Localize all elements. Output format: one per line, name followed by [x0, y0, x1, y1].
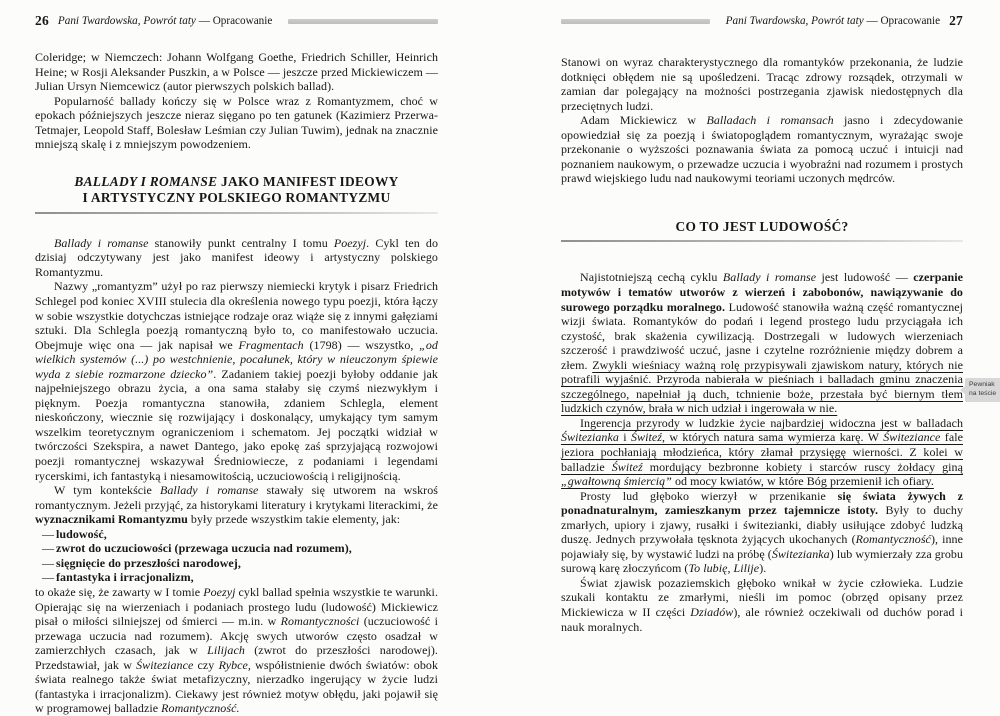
text-run: jasno i zdecydowanie opowiedział się za poezją i światopoglądem romantycznym, wyrażając swoje przekonanie o wyższości poznawania świata za pomocą uczuć i intuicji nad poznaniem naukowym, o przewadze uczucia i wyobraźni nad rozumem i prostych prawd wiejskiego ludu nad naukowymi teoriami uczonych mędrców. — [561, 113, 963, 186]
dash-marker: — — [42, 570, 55, 585]
list-item — [35, 527, 438, 542]
text-run: Świteź — [630, 430, 662, 445]
text-run: Coleridge; w Niemczech: Johann Wolfgang Goethe, Friedrich Schiller, Heinrich Heine; w Rosji Aleksander Puszkin, a w Polsce — jeszcze przed Mickiewiczem — Julian Ursyn Niemcewicz (autor pierwszych polskich ballad). — [35, 50, 438, 94]
dash-marker: — — [42, 541, 55, 556]
text-run: Świteziance — [883, 430, 941, 445]
text-run: „gwałtowną śmiercią” — [561, 474, 672, 489]
paragraph — [35, 483, 438, 527]
paragraph — [35, 94, 438, 152]
text-run: Świtezianka — [771, 546, 830, 561]
text-run: Ballady i romanse — [54, 235, 149, 250]
text-run: stanowiły punkt centralny I tomu — [148, 235, 334, 250]
text-run: były przede wszystkim takie elementy, jak: — [187, 512, 401, 527]
text-run: ). — [759, 561, 767, 576]
text-run: Ballady i romanse — [722, 270, 817, 285]
running-title-suffix: — Opracowanie — [195, 15, 273, 27]
running-title-italic: Pani Twardowska, Powrót taty — [725, 15, 864, 27]
text-run: Fragmentach — [238, 337, 304, 352]
text-run: ) lub wymierzały zza grobu surową karę złoczyńcom ( — [561, 546, 963, 576]
text-run: Świtezianka — [561, 430, 619, 445]
text-run: Ingerencja przyrody w ludzkie życie najbardziej widoczna jest w balladach — [580, 415, 963, 430]
text-run: sięgnięcie do przeszłości narodowej, — [56, 555, 241, 570]
paragraph — [561, 489, 963, 576]
heading-line — [35, 190, 438, 207]
list-item — [35, 541, 438, 556]
heading-line — [561, 219, 963, 236]
text-run: jest ludowość — — [816, 270, 914, 285]
text-run: CO TO JEST LUDOWOŚĆ? — [675, 218, 849, 234]
text-run: od mocy kwiatów, w które Bóg przemienił ich ofiary. — [671, 474, 934, 489]
text-run: „od wielkich systemów (...) po westchnienie, pocałunek, który w nieuczonym śpiewie wyda z siebie rozmarzone dziecko” — [35, 337, 438, 381]
text-run: mordujący bezbronne kobiety i starców ruscy żołdacy giną — [642, 459, 963, 474]
heading-rule — [561, 240, 963, 242]
text-run: Romantyczność. — [161, 701, 240, 716]
page-header-left — [35, 14, 438, 28]
text-run: Ludowość stanowiła ważną część romantycznej wizji świata. Romantyków do podań i legend prostego ludu przyciągała ich czystość, brak skażenia cywilizacją. Dostrzegali w ludowych wierzeniach szczerość i prawdziwość uczuć, jasne i czytelne rozróżnienie między dobrem a złem. — [561, 299, 963, 372]
text-run: Popularność ballady kończy się w Polsce wraz z Romantyzmem, choć w epokach późniejszych jeszcze nieraz sięgano po ten gatunek (Kazimierz Przerwa-Tetmajer, Leopold Staff, Bolesław Leśmian czy Julian Tuwim), jednak na znacznie mniejszą skalę i z mniejszym powodzeniem. — [35, 93, 438, 152]
text-run: fantastyka i irracjonalizm, — [56, 570, 194, 585]
margin-tag-line: Pewniak — [969, 381, 995, 388]
text-run: fale jeziora pochłaniają młodzieńca, który złamał przysięgę wierności. Z kolei w balladzie — [561, 430, 963, 474]
text-run: Zwykli wieśniacy ważną rolę przypisywali zjawiskom natury, których nie potrafili wyjaśnić. Przyroda nabierała w pieśniach i balladach gminu znaczenia szczególnego, napełniał ją duch, tchnienie boże, przestała być biernym tłem ludzkich czynów, brała w nich udział i ingerowała w nie. — [561, 357, 963, 416]
section-heading — [561, 219, 963, 243]
text-run: Stanowi on wyraz charakterystycznego dla romantyków przekonania, że ludzie dotknięci obłędem nie są upośledzeni. Tracąc zdrowy rozsądek, otrzymali w zamian dar polegający na możności postrzegania zjawisk niedostępnych dla przeciętnych ludzi. — [561, 55, 963, 113]
margin-tag-line: na teście — [969, 389, 997, 397]
text-run: Romantyczności — [280, 614, 360, 629]
page-body-left — [35, 50, 438, 716]
running-title — [58, 15, 272, 27]
list-item — [35, 556, 438, 571]
page-body-right — [561, 55, 963, 634]
page-header-right — [561, 14, 963, 28]
paragraph — [561, 55, 963, 113]
text-run: ), ale również oczekiwali od duchów porad i nauk moralnych. — [561, 605, 963, 634]
text-run: JAKO MANIFEST IDEOWY — [217, 173, 399, 189]
paragraph — [35, 236, 438, 280]
running-title-italic: Pani Twardowska, Powrót taty — [57, 15, 196, 27]
text-run: Dziadów — [690, 605, 734, 619]
text-run: ), inne pojawiały się, by wystawić ludzi na próbę ( — [561, 532, 963, 561]
paragraph — [561, 576, 963, 634]
page-number: 26 — [35, 13, 49, 28]
text-run: cykl ballad spełnia wszystkie te warunki. Opierając się na wierzeniach i podaniach prostego ludu (ludowość) Mickiewicz pisał o miłości silniejszej od śmierci — m.in. w — [35, 584, 438, 629]
text-run: (uczuciowość i przewaga uczucia nad rozumem). Akcję swych utworów często osadzał w zamierzchłych czasach, jak w — [35, 614, 438, 658]
text-run: . Cykl ten do dzisiaj odczytywany jest jako manifest ideowy i artystyczny polskiego Romantyzmu. — [35, 235, 438, 279]
text-run: Ballady i romanse — [160, 483, 259, 498]
text-run: Romantyczność — [855, 532, 931, 547]
text-run: BALLADY I ROMANSE — [74, 173, 218, 189]
paragraph — [35, 585, 438, 716]
dash-marker: — — [42, 555, 55, 570]
dash-list — [35, 527, 438, 585]
heading-rule — [35, 212, 438, 214]
text-run: Świteź — [611, 459, 643, 474]
margin-tag-pewniak — [965, 378, 1000, 402]
heading-line — [35, 174, 438, 191]
list-item — [35, 570, 438, 585]
text-run: Najistotniejszą cechą cyklu — [580, 270, 723, 285]
text-run: To lubię, Lilije — [688, 561, 760, 576]
text-run: Poezyj — [333, 235, 367, 250]
paragraph — [35, 279, 438, 483]
text-run: Prosty lud głęboko wierzył w przenikanie — [580, 488, 838, 503]
text-run: Świat zjawisk pozaziemskich głęboko wnikał w życie człowieka. Ludzie szukali kontaktu ze zmarłymi, nieśli im pomoc (obrzęd opisany przez Mickiewicza w II części — [561, 575, 963, 619]
page-27 — [561, 0, 963, 634]
text-run: się świata żywych z ponadnaturalnym, zamieszkanym przez tajemnicze istoty. — [561, 488, 964, 518]
text-run: Poezyj — [203, 584, 236, 599]
running-title — [726, 15, 940, 27]
text-run: (1798) — wszystko, — [303, 337, 420, 352]
section-heading — [35, 174, 438, 214]
dash-marker: — — [42, 526, 55, 541]
text-run: . Zadaniem takiej poezji byłoby oddanie jak najpełniejszego obrazu życia, a ona sama stałaby się czymś niezwykłym i pięknym. Poezja romantyczna stanowiła, zdaniem Schlegla, element nieskończony, wiecznie się rozwijający i doskonalący, umykający tym samym wszelkim teoretycznym ograniczeniom i schematom. Jej początki widział w twórczości Szekspira, a nawet Dantego, jako epokę zaś sprzyjającą rozwojowi poezji romantycznej wskazywał Średniowiecze, z podaniami i legendami rycerskimi, ich fantastyką i niesamowitością, uczuciowością i religijnością. — [35, 366, 438, 483]
text-run: czerpanie motywów i tematów utworów z wierzeń i zabobonów, nawiązywanie do surowego porządku moralnego. — [561, 270, 963, 314]
text-run: to okaże się, że zawarty w I tomie — [35, 584, 204, 599]
page-26 — [35, 0, 438, 716]
text-run: Świteziance — [136, 657, 194, 672]
text-run: ludowość, — [56, 526, 107, 541]
running-title-suffix: — Opracowanie — [863, 15, 941, 27]
text-run: czy — [193, 657, 219, 672]
text-run: (zwrot do przeszłości narodowej). Przedstawiał, jak w — [35, 643, 438, 672]
header-rule-bar — [561, 19, 710, 24]
text-run: zwrot do uczuciowości (przewaga uczucia nad rozumem), — [56, 541, 352, 556]
text-run: W tym kontekście — [54, 483, 160, 498]
text-run: wyznacznikami Romantyzmu — [35, 512, 188, 527]
paragraph — [561, 270, 963, 415]
text-run: współistnienie dwóch światów: obok świata realnego także świat metafizyczny, nierzadko ingerujący w życie ludzi (fantastyka i irracjonalizm). Ciekawy jest również motyw obłędu, jaki pojawił się w programowej balladzie — [35, 657, 439, 716]
text-run: Były to duchy zmarłych, upiory i zjawy, rusałki i świtezianki, diabły usiłujące zdobyć ludzką duszę. Jednych przywołała tęsknota żyjących ukochanych ( — [561, 503, 963, 547]
text-run: Rybce, — [218, 657, 251, 672]
header-rule-bar — [288, 19, 438, 24]
text-run: Nazwy „romantyzm” użył po raz pierwszy niemiecki krytyk i pisarz Friedrich Schlegel pod koniec XVIII stulecia dla określenia nowego typu poezji, która łączy w sobie wszystkie dotychczas istniejące rodzaje oraz wiąże się z innymi gałęziami sztuki. Dla Schlegla poezją romantyczną było to, co manifestowało uczucia. Obejmuje więc ona — jak napisał we — [35, 279, 438, 352]
text-run: stawały się utworem na wskroś romantycznym. Jeżeli przyjąć, za historykami literatury i krytykami literackimi, że — [35, 483, 438, 512]
text-run: Lilijach — [207, 643, 245, 658]
paragraph — [561, 416, 963, 489]
paragraph — [35, 50, 438, 94]
text-run: i — [618, 430, 631, 445]
page-number: 27 — [949, 13, 963, 28]
text-run: Adam Mickiewicz w — [580, 113, 707, 128]
paragraph — [561, 113, 963, 186]
text-run: , w których natura sama wymierza karę. W — [661, 430, 884, 445]
text-run: I ARTYSTYCZNY POLSKIEGO ROMANTYZMU — [82, 190, 391, 206]
text-run: Balladach i romansach — [706, 113, 834, 128]
